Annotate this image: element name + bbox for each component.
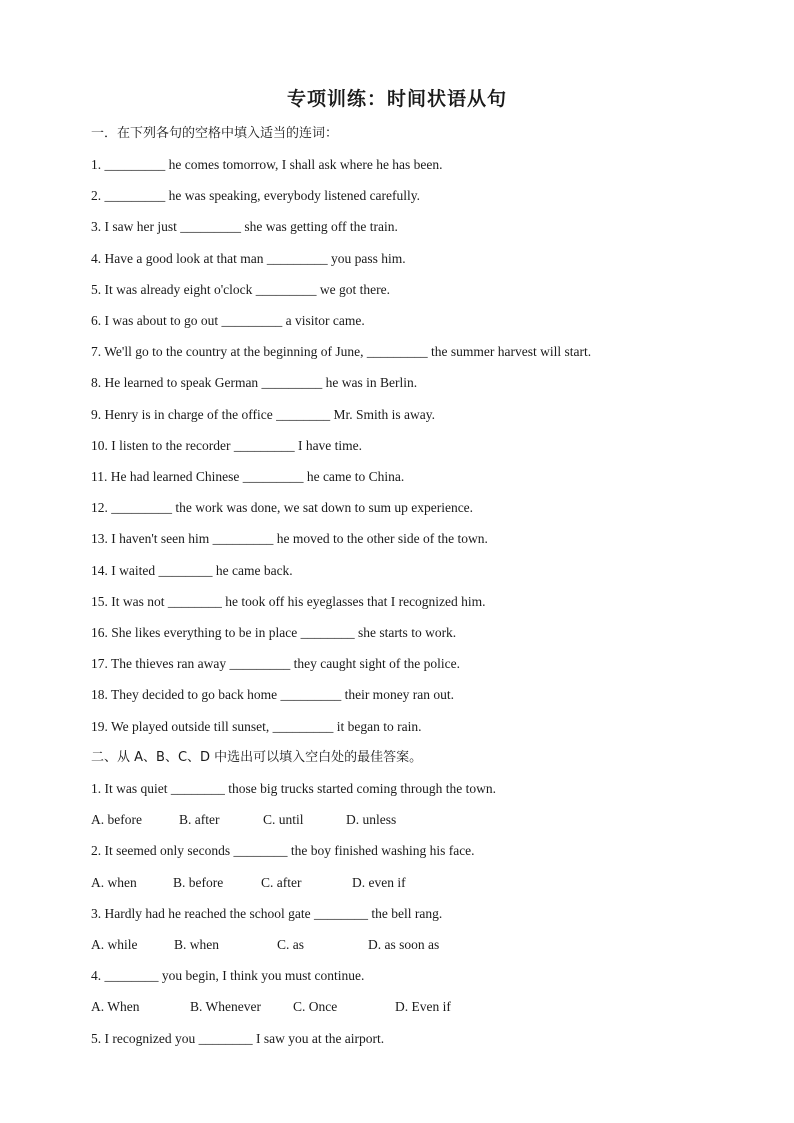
- option-c: C. as: [277, 937, 304, 952]
- option-a: A. When: [91, 999, 140, 1014]
- exercise-item: 7. We'll go to the country at the beginning of June, _________ the summer harvest will start.: [91, 344, 592, 359]
- exercise-item: 12. _________ the work was done, we sat down to sum up experience.: [91, 500, 474, 515]
- question-stem: 1. It was quiet ________ those big trucks started coming through the town.: [91, 781, 496, 796]
- exercise-item: 19. We played outside till sunset, _________ it began to rain.: [91, 719, 422, 734]
- option-b: B. Whenever: [190, 999, 261, 1014]
- option-a: A. when: [91, 875, 137, 890]
- question-stem: 5. I recognized you ________ I saw you at the airport.: [91, 1031, 385, 1046]
- option-c: C. Once: [293, 999, 338, 1014]
- exercise-item: 17. The thieves ran away _________ they caught sight of the police.: [91, 656, 461, 671]
- option-d: D. even if: [352, 875, 406, 890]
- question-stem: 2. It seemed only seconds ________ the boy finished washing his face.: [91, 843, 475, 858]
- exercise-item: 5. It was already eight o'clock _________ we got there.: [91, 282, 390, 297]
- option-c: C. after: [261, 875, 302, 890]
- page-title: 专项训练：时间状语从句: [286, 88, 507, 110]
- exercise-item: 1. _________ he comes tomorrow, I shall ask where he has been.: [91, 157, 443, 172]
- option-b: B. before: [173, 875, 224, 890]
- option-d: D. unless: [346, 812, 397, 827]
- exercise-item: 2. _________ he was speaking, everybody listened carefully.: [91, 188, 421, 203]
- option-d: D. as soon as: [368, 937, 440, 952]
- exercise-item: 9. Henry is in charge of the office ________ Mr. Smith is away.: [91, 407, 435, 422]
- exercise-item: 4. Have a good look at that man _________ you pass him.: [91, 251, 406, 266]
- option-c: C. until: [263, 812, 304, 827]
- option-a: A. while: [91, 937, 138, 952]
- option-b: B. after: [179, 812, 220, 827]
- option-a: A. before: [91, 812, 142, 827]
- section-2-heading: 二、从 A、B、C、D 中选出可以填入空白处的最佳答案。: [91, 750, 423, 765]
- exercise-item: 3. I saw her just _________ she was getting off the train.: [91, 219, 398, 234]
- option-b: B. when: [174, 937, 219, 952]
- exercise-item: 15. It was not ________ he took off his eyeglasses that I recognized him.: [91, 594, 486, 609]
- question-stem: 4. ________ you begin, I think you must continue.: [91, 968, 365, 983]
- question-stem: 3. Hardly had he reached the school gate ________ the bell rang.: [91, 906, 443, 921]
- exercise-item: 11. He had learned Chinese _________ he came to China.: [91, 469, 405, 484]
- option-d: D. Even if: [395, 999, 451, 1014]
- exercise-item: 14. I waited ________ he came back.: [91, 563, 293, 578]
- exercise-item: 10. I listen to the recorder _________ I have time.: [91, 438, 363, 453]
- exercise-item: 16. She likes everything to be in place ________ she starts to work.: [91, 625, 457, 640]
- exercise-item: 6. I was about to go out _________ a visitor came.: [91, 313, 365, 328]
- exercise-item: 13. I haven't seen him _________ he moved to the other side of the town.: [91, 531, 488, 546]
- exercise-item: 8. He learned to speak German _________ he was in Berlin.: [91, 375, 418, 390]
- exercise-item: 18. They decided to go back home _________ their money ran out.: [91, 687, 455, 702]
- section-1-heading: 一．在下列各句的空格中填入适当的连词：: [91, 126, 339, 141]
